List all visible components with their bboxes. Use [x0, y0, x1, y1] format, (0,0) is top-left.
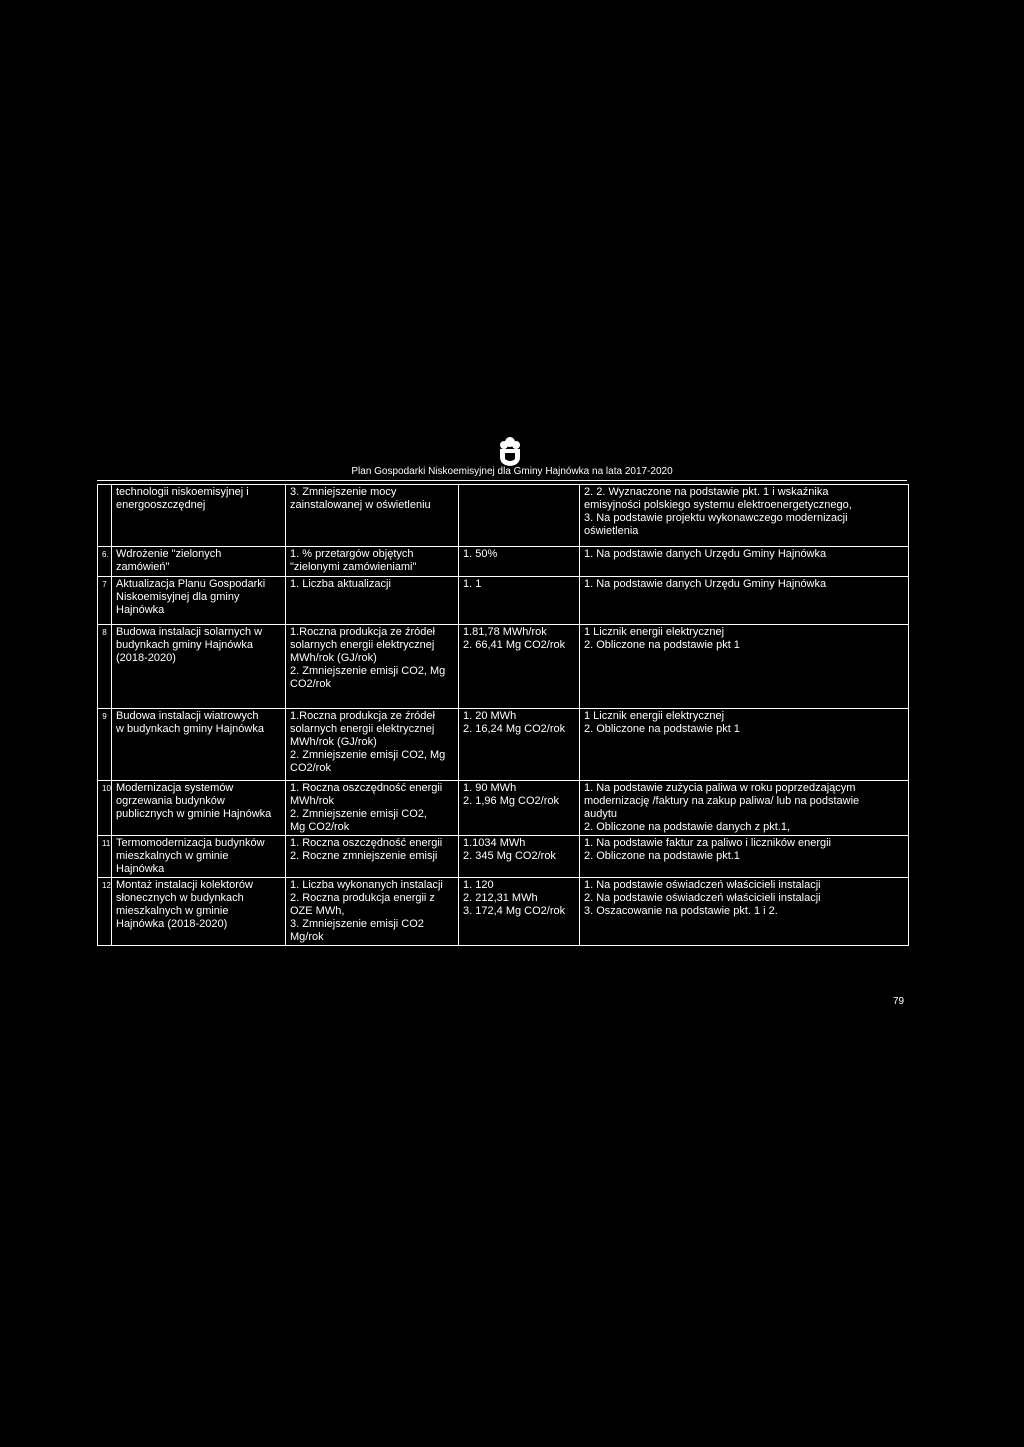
- value-line: 1.1034 MWh: [463, 837, 526, 849]
- indicator-line: zainstalowanej w oświetleniu: [290, 499, 431, 511]
- task-line: Modernizacja systemów: [116, 782, 234, 794]
- source-line: 2. Obliczone na podstawie pkt 1: [584, 639, 740, 651]
- indicator-line: 1. Liczba aktualizacji: [290, 578, 391, 590]
- value-cell: [459, 547, 580, 577]
- indicator-line: Mg CO2/rok: [290, 821, 350, 833]
- row-number: 12: [98, 878, 112, 946]
- value-line: 1.81,78 MWh/rok: [463, 626, 547, 638]
- table-row: [98, 878, 909, 946]
- table-row: [98, 781, 909, 836]
- task-line: Hajnówka: [116, 863, 165, 875]
- indicator-line: CO2/rok: [290, 678, 331, 690]
- value-line: 2. 1,96 Mg CO2/rok: [463, 795, 559, 807]
- task-line: technologii niskoemisyjnej i: [116, 486, 249, 498]
- task-line: energooszczędnej: [116, 499, 206, 511]
- row-number: [98, 485, 112, 547]
- value-line: 2. 345 Mg CO2/rok: [463, 850, 556, 862]
- source-cell: [580, 836, 909, 878]
- task-line: Hajnówka: [116, 604, 165, 616]
- value-cell: [459, 878, 580, 946]
- source-line: 1 Licznik energii elektrycznej: [584, 710, 725, 722]
- value-line: 2. 66,41 Mg CO2/rok: [463, 639, 566, 651]
- task-cell: [112, 781, 286, 836]
- value-line: 2. 212,31 MWh: [463, 892, 538, 904]
- indicator-line: 3. Zmniejszenie emisji CO2: [290, 918, 424, 930]
- source-cell: [580, 625, 909, 709]
- source-cell: [580, 547, 909, 577]
- indicator-line: 2. Zmniejszenie emisji CO2, Mg: [290, 665, 446, 677]
- source-cell: [580, 577, 909, 625]
- source-line: 1. Na podstawie danych Urzędu Gminy Hajnówka: [584, 578, 827, 590]
- indicator-line: MWh/rok (GJ/rok): [290, 652, 377, 664]
- indicator-cell: [286, 836, 459, 878]
- source-line: 3. Na podstawie projektu wykonawczego modernizacji: [584, 512, 848, 524]
- row-number: 7: [98, 577, 112, 625]
- indicator-cell: [286, 781, 459, 836]
- value-cell: [459, 781, 580, 836]
- value-line: 1. 90 MWh: [463, 782, 517, 794]
- value-line: 2. 16,24 Mg CO2/rok: [463, 723, 566, 735]
- task-cell: [112, 878, 286, 946]
- task-cell: [112, 625, 286, 709]
- municipal-crest-icon: [496, 435, 524, 467]
- indicator-cell: [286, 547, 459, 577]
- source-line: 2. Obliczone na podstawie danych z pkt.1,: [584, 821, 791, 833]
- task-line: ogrzewania budynków: [116, 795, 225, 807]
- page-header: Plan Gospodarki Niskoemisyjnej dla Gminy Hajnówka na lata 2017-2020: [351, 466, 673, 477]
- value-cell: [459, 577, 580, 625]
- task-line: w budynkach gminy Hajnówka: [116, 723, 264, 735]
- indicator-line: solarnych energii elektrycznej: [290, 639, 435, 651]
- indicator-line: MWh/rok (GJ/rok): [290, 736, 377, 748]
- indicator-line: 3. Zmniejszenie mocy: [290, 486, 397, 498]
- row-number: 6.: [98, 547, 112, 577]
- indicator-cell: [286, 878, 459, 946]
- indicator-line: 1. Roczna oszczędność energii: [290, 782, 443, 794]
- row-number: 8: [98, 625, 112, 709]
- task-cell: [112, 485, 286, 547]
- task-cell: [112, 709, 286, 781]
- value-cell: [459, 485, 580, 547]
- value-line: 1. 20 MWh: [463, 710, 517, 722]
- source-cell: [580, 485, 909, 547]
- task-line: Termomodernizacja budynków: [116, 837, 265, 849]
- source-line: 1 Licznik energii elektrycznej: [584, 626, 725, 638]
- value-line: 3. 172,4 Mg CO2/rok: [463, 905, 566, 917]
- indicator-line: 2. Roczna produkcja energii z: [290, 892, 435, 904]
- indicator-line: 1.Roczna produkcja ze źródeł: [290, 626, 435, 638]
- indicator-line: 1. Roczna oszczędność energii: [290, 837, 443, 849]
- indicator-line: 1. Liczba wykonanych instalacji: [290, 879, 443, 891]
- row-number: 9: [98, 709, 112, 781]
- task-cell: [112, 836, 286, 878]
- task-line: publicznych w gminie Hajnówka: [116, 808, 272, 820]
- source-line: 1. Na podstawie danych Urzędu Gminy Hajnówka: [584, 548, 827, 560]
- source-line: 1. Na podstawie faktur za paliwo i liczników energii: [584, 837, 832, 849]
- indicator-line: 1. % przetargów objętych: [290, 548, 414, 560]
- header-rule: [97, 480, 907, 481]
- indicator-line: "zielonymi zamówieniami": [290, 561, 417, 573]
- indicator-line: solarnych energii elektrycznej: [290, 723, 435, 735]
- task-line: mieszkalnych w gminie: [116, 905, 229, 917]
- source-line: 1. Na podstawie oświadczeń właścicieli instalacji: [584, 879, 821, 891]
- source-line: 2. Na podstawie oświadczeń właścicieli instalacji: [584, 892, 821, 904]
- task-line: Budowa instalacji wiatrowych: [116, 710, 259, 722]
- indicator-cell: [286, 577, 459, 625]
- task-cell: [112, 547, 286, 577]
- value-line: 1. 120: [463, 879, 494, 891]
- value-line: 1. 50%: [463, 548, 498, 560]
- indicator-line: 2. Roczne zmniejszenie emisji: [290, 850, 438, 862]
- table-row: [98, 625, 909, 709]
- source-cell: [580, 878, 909, 946]
- task-line: słonecznych w budynkach: [116, 892, 244, 904]
- task-line: (2018-2020): [116, 652, 176, 664]
- task-cell: [112, 577, 286, 625]
- indicator-line: CO2/rok: [290, 762, 331, 774]
- source-line: 2. Obliczone na podstawie pkt 1: [584, 723, 740, 735]
- task-line: Wdrożenie "zielonych: [116, 548, 222, 560]
- table-row: [98, 547, 909, 577]
- source-line: audytu: [584, 808, 618, 820]
- indicator-cell: [286, 625, 459, 709]
- value-cell: [459, 836, 580, 878]
- value-line: 1. 1: [463, 578, 482, 590]
- table-row: [98, 709, 909, 781]
- table-row: [98, 577, 909, 625]
- value-cell: [459, 709, 580, 781]
- task-line: Budowa instalacji solarnych w: [116, 626, 263, 638]
- source-line: 1. Na podstawie zużycia paliwa w roku poprzedzającym: [584, 782, 856, 794]
- monitoring-indicators-table: [97, 484, 909, 946]
- indicator-cell: [286, 485, 459, 547]
- source-cell: [580, 709, 909, 781]
- task-line: budynkach gminy Hajnówka: [116, 639, 253, 651]
- task-line: Hajnówka (2018-2020): [116, 918, 228, 930]
- task-line: Montaż instalacji kolektorów: [116, 879, 253, 891]
- source-line: 2. Obliczone na podstawie pkt.1: [584, 850, 740, 862]
- indicator-line: 2. Zmniejszenie emisji CO2, Mg: [290, 749, 446, 761]
- task-line: Niskoemisyjnej dla gminy: [116, 591, 240, 603]
- indicator-line: Mg/rok: [290, 931, 324, 943]
- source-line: modernizację /faktury na zakup paliwa/ lub na podstawie: [584, 795, 860, 807]
- source-line: 2. 2. Wyznaczone na podstawie pkt. 1 i wskaźnika: [584, 486, 829, 498]
- task-line: zamówień": [116, 561, 170, 573]
- indicator-line: OZE MWh,: [290, 905, 345, 917]
- indicator-line: 2. Zmniejszenie emisji CO2,: [290, 808, 427, 820]
- task-line: mieszkalnych w gminie: [116, 850, 229, 862]
- source-line: 3. Oszacowanie na podstawie pkt. 1 i 2.: [584, 905, 778, 917]
- indicator-cell: [286, 709, 459, 781]
- indicator-line: 1.Roczna produkcja ze źródeł: [290, 710, 435, 722]
- row-number: 11: [98, 836, 112, 878]
- table-row: [98, 485, 909, 547]
- table-row: [98, 836, 909, 878]
- row-number: 10: [98, 781, 112, 836]
- value-cell: [459, 625, 580, 709]
- source-line: emisyjności polskiego systemu elektroenergetycznego,: [584, 499, 852, 511]
- task-line: Aktualizacja Planu Gospodarki: [116, 578, 266, 590]
- page-number: 79: [893, 996, 905, 1007]
- source-cell: [580, 781, 909, 836]
- indicator-line: MWh/rok: [290, 795, 334, 807]
- source-line: oświetlenia: [584, 525, 639, 537]
